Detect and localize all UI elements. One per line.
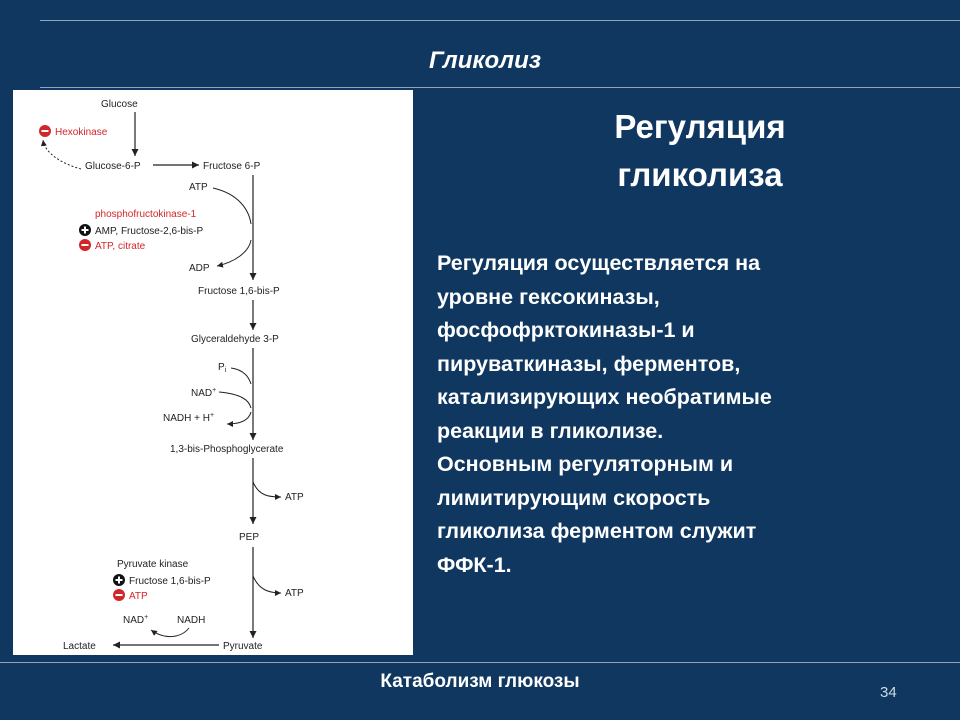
nad-label: NAD+ — [191, 387, 217, 399]
pyruvate-label: Pyruvate — [223, 641, 263, 652]
fructose-6-p-label: Fructose 6-P — [203, 161, 261, 172]
top-divider — [40, 20, 960, 21]
glycolysis-pathway-svg — [13, 90, 413, 655]
body-line: Основным регуляторным и — [437, 452, 734, 476]
adp-label: ADP — [189, 263, 210, 274]
pk-inhibitor-icon — [113, 589, 125, 601]
nad-plus-label: NAD+ — [123, 614, 149, 626]
pk-activator-label: Fructose 1,6-bis-P — [129, 576, 211, 587]
glyceraldehyde-3-p-label: Glyceraldehyde 3-P — [191, 334, 279, 345]
glucose-label: Glucose — [101, 99, 138, 110]
nadh-label: NADH — [177, 615, 206, 626]
heading-line-2: гликолиза — [617, 156, 783, 193]
pfk-inhibitor-icon — [79, 239, 91, 251]
pfk1-label: phosphofructokinase-1 — [95, 209, 197, 220]
footer-divider — [0, 662, 960, 663]
pfk-activator-icon — [79, 224, 91, 236]
body-line: пируваткиназы, ферментов, — [437, 351, 741, 376]
pk-inhibitor-label: ATP — [129, 591, 148, 602]
glycolysis-diagram — [13, 90, 413, 655]
bpg-label: 1,3-bis-Phosphoglycerate — [170, 444, 284, 455]
pyruvate-kinase-label: Pyruvate kinase — [117, 559, 189, 570]
atp-in-label: ATP — [189, 182, 208, 193]
body-line: катализирующих необратимые — [437, 385, 772, 409]
hexokinase-inhibitor-icon — [39, 125, 51, 137]
footer-title: Катаболизм глюкозы — [380, 671, 580, 692]
atp-out-label-1: ATP — [285, 492, 304, 503]
nadh-h-label: NADH + H+ — [163, 412, 215, 424]
pi-label: $P_i$ — [218, 362, 227, 374]
g6p-feedback-arrow — [43, 140, 81, 169]
atp-out-label-2: ATP — [285, 588, 304, 599]
lactate-label: Lactate — [63, 641, 96, 652]
body-line: гликолиза ферментом служит — [437, 519, 757, 543]
body-paragraph — [437, 247, 937, 582]
slide-heading — [450, 103, 950, 199]
pfk-inhibitors-label: ATP, citrate — [95, 241, 146, 252]
glucose-6-p-label: Glucose-6-P — [85, 161, 141, 172]
hexokinase-label: Hexokinase — [55, 127, 108, 138]
body-line: ФФК-1. — [437, 552, 512, 577]
pk-activator-icon — [113, 574, 125, 586]
pfk-activators-label: AMP, Fructose-2,6-bis-P — [95, 226, 204, 237]
pep-label: PEP — [239, 532, 260, 543]
body-line: реакции в гликолизе. — [437, 418, 664, 443]
fructose-1-6-bis-p-label: Fructose 1,6-bis-P — [198, 286, 280, 297]
body-line: Регуляция осуществляется на — [437, 251, 761, 275]
body-line: лимитирующим скорость — [437, 485, 711, 510]
heading-line-1: Регуляция — [614, 108, 786, 145]
page-number: 34 — [880, 684, 897, 701]
body-line: уровне гексокиназы, — [437, 284, 660, 309]
body-line: фосфофрктокиназы-1 и — [437, 318, 695, 342]
title-divider — [40, 87, 960, 88]
slide-title: Гликолиз — [428, 47, 542, 74]
